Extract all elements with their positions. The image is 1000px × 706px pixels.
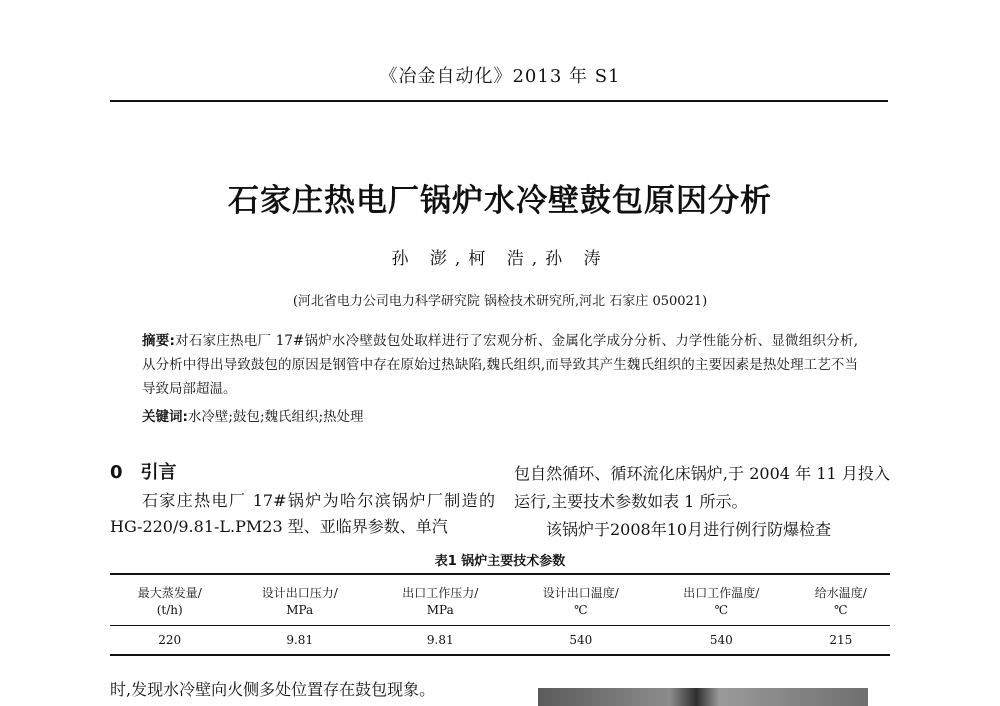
article-affiliation: (河北省电力公司电力科学研究院 锅检技术研究所,河北 石家庄 050021) <box>292 294 708 309</box>
parameter-table <box>110 573 890 656</box>
journal-header: 《冶金自动化》2013 年 S1 <box>379 66 621 87</box>
table-header-cell: 出口工作压力/ MPa <box>370 574 511 626</box>
abstract <box>142 329 858 401</box>
keywords <box>142 406 858 428</box>
intro-paragraph-right-2: 该锅炉于2008年10月进行例行防爆检查 <box>546 520 832 539</box>
article-authors: 孙 澎,柯 浩,孙 涛 <box>391 249 609 269</box>
section-number: 0 <box>110 462 123 483</box>
table-header-cell: 设计出口压力/ MPa <box>229 574 370 626</box>
table-header-cell: 出口工作温度/ ℃ <box>651 574 792 626</box>
intro-paragraph-right: 包自然循环、循环流化床锅炉,于 2004 年 11 月投入运行,主要技术参数如表 1 所示。 <box>514 464 890 511</box>
header-rule <box>110 100 888 102</box>
table-header-cell: 最大蒸发量/ (t/h) <box>110 574 229 626</box>
right-column <box>514 460 890 544</box>
table-cell: 540 <box>569 633 593 647</box>
table-cell: 9.81 <box>286 633 314 647</box>
article-title: 石家庄热电厂锅炉水冷壁鼓包原因分析 <box>228 183 772 219</box>
abstract-label: 摘要: <box>142 333 175 349</box>
table-cell: 540 <box>709 633 733 647</box>
table-cell: 220 <box>158 633 182 647</box>
abstract-text: 对石家庄热电厂 17#锅炉水冷壁鼓包处取样进行了宏观分析、金属化学成分分析、力学性能分析、显微组织分析,从分析中得出导致鼓包的原因是钢管中存在原始过热缺陷,魏氏组织,而导致其产生魏氏组织的主要因素是热处理工艺不当导致局部超温。 <box>142 333 858 397</box>
intro-paragraph-left: 石家庄热电厂 17#锅炉为哈尔滨锅炉厂制造的 HG-220/9.81-L.PM23 型、亚临界参数、单汽 <box>110 491 495 536</box>
keywords-label: 关键词: <box>142 409 188 425</box>
table-header-cell: 给水温度/ ℃ <box>792 574 890 626</box>
table-row <box>110 626 890 656</box>
figure-photo <box>538 688 868 706</box>
section-heading <box>110 460 495 486</box>
continuation-text: 时,发现水冷壁向火侧多处位置存在鼓包现象。 <box>110 680 436 699</box>
keywords-text: 水冷壁;鼓包;魏氏组织;热处理 <box>187 409 364 425</box>
table-cell: 9.81 <box>426 633 454 647</box>
table-caption: 表1 锅炉主要技术参数 <box>434 554 566 569</box>
section-title: 引言 <box>140 462 177 483</box>
table-cell: 215 <box>829 633 853 647</box>
table-header-cell: 设计出口温度/ ℃ <box>511 574 652 626</box>
left-column <box>110 460 495 540</box>
